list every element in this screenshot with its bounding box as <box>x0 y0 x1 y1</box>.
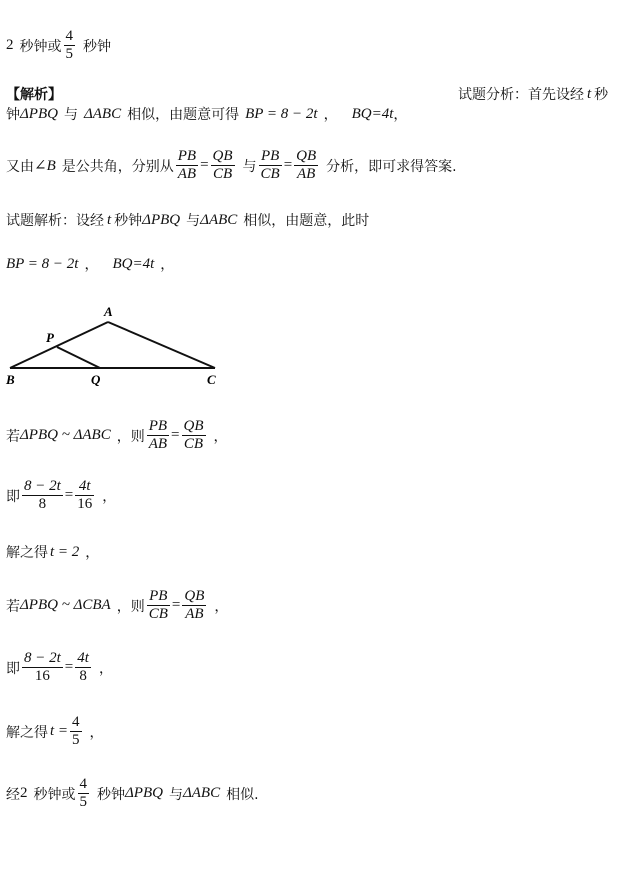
case1-eq-fraction-1: $\frac{8 - 2t}{8}$ <box>24 478 61 512</box>
case2-equation: 即 $\frac{8 - 2t}{16}$ = $\frac{4t}{8}$ ， <box>6 650 113 684</box>
label-c: C <box>207 372 216 387</box>
segment-ab <box>10 322 108 368</box>
answer-value: 2 <box>6 37 14 53</box>
solution-equations: BP = 8 − 2t ， BQ=4t ， <box>6 255 175 273</box>
case1-fraction-2: $\frac{QB}{CB}$ <box>183 418 204 452</box>
case1-eq-fraction-2: $\frac{4t}{16}$ <box>77 478 93 512</box>
case2-fraction-1: $\frac{PB}{CB}$ <box>148 588 168 622</box>
case2-solution: 解之得 t = $\frac{4}{5}$ ， <box>6 714 104 748</box>
case2-sol-fraction: $\frac{4}{5}$ <box>72 714 80 748</box>
answer-text: 秒钟或 <box>19 38 62 55</box>
answer-line <box>6 28 111 63</box>
fraction-qb-ab: $\frac{QB}{AB}$ <box>296 148 317 182</box>
analysis-line-3: 又由 ∠B 是公共角，分别从 $\frac{PB}{AB}$ = $\frac{QB}{CB}$ 与 $\frac{PB}{CB}$ = $\frac{QB}{AB}$ 分析，即可求得答案. <box>6 148 457 182</box>
case2-fraction-2: $\frac{QB}{AB}$ <box>184 588 205 622</box>
answer-unit: 秒钟 <box>83 38 111 55</box>
case1-equation: 即 $\frac{8 - 2t}{8}$ = $\frac{4t}{16}$ ， <box>6 478 117 512</box>
fraction-pb-cb: $\frac{PB}{CB}$ <box>260 148 280 182</box>
solution-line: 试题解析：设经 t 秒钟 ΔPBQ 与 ΔABC 相似，由题意，此时 <box>6 211 370 229</box>
case2-eq-fraction-1: $\frac{8 - 2t}{16}$ <box>24 650 61 684</box>
analysis-label: 【解析】 <box>6 87 62 103</box>
case1-fraction-1: $\frac{PB}{AB}$ <box>148 418 168 452</box>
segment-ac <box>108 322 215 368</box>
segment-pq <box>57 347 100 368</box>
case2-line: 若 ΔPBQ ~ ΔCBA ，则 $\frac{PB}{CB}$ = $\frac{QB}{AB}$ ， <box>6 588 229 622</box>
analysis-line-2: 钟 ΔPBQ 与 ΔABC 相似，由题意可得 BP = 8 − 2t ， BQ=4t ， <box>6 105 408 123</box>
label-p: P <box>46 330 54 345</box>
case1-solution: 解之得 t = 2 ， <box>6 543 100 561</box>
conclusion-line: 经 2 秒钟或 $\frac{4}{5}$ 秒钟 ΔPBQ 与 ΔABC 相似. <box>6 776 259 810</box>
fraction-qb-cb: $\frac{QB}{CB}$ <box>212 148 233 182</box>
answer-fraction: $\frac{4}{5}$ <box>65 28 73 62</box>
label-a: A <box>104 304 113 319</box>
conclusion-fraction: $\frac{4}{5}$ <box>79 776 87 810</box>
case1-line: 若 ΔPBQ ~ ΔABC ，则 $\frac{PB}{AB}$ = $\frac{QB}{CB}$ ， <box>6 418 228 452</box>
fraction-pb-ab: $\frac{PB}{AB}$ <box>177 148 197 182</box>
label-b: B <box>6 372 15 387</box>
case2-eq-fraction-2: $\frac{4t}{8}$ <box>77 650 89 684</box>
analysis-right-text: 试题分析：首先设经 t 秒 <box>458 85 609 103</box>
triangle-figure <box>0 300 240 390</box>
label-q: Q <box>91 372 101 387</box>
